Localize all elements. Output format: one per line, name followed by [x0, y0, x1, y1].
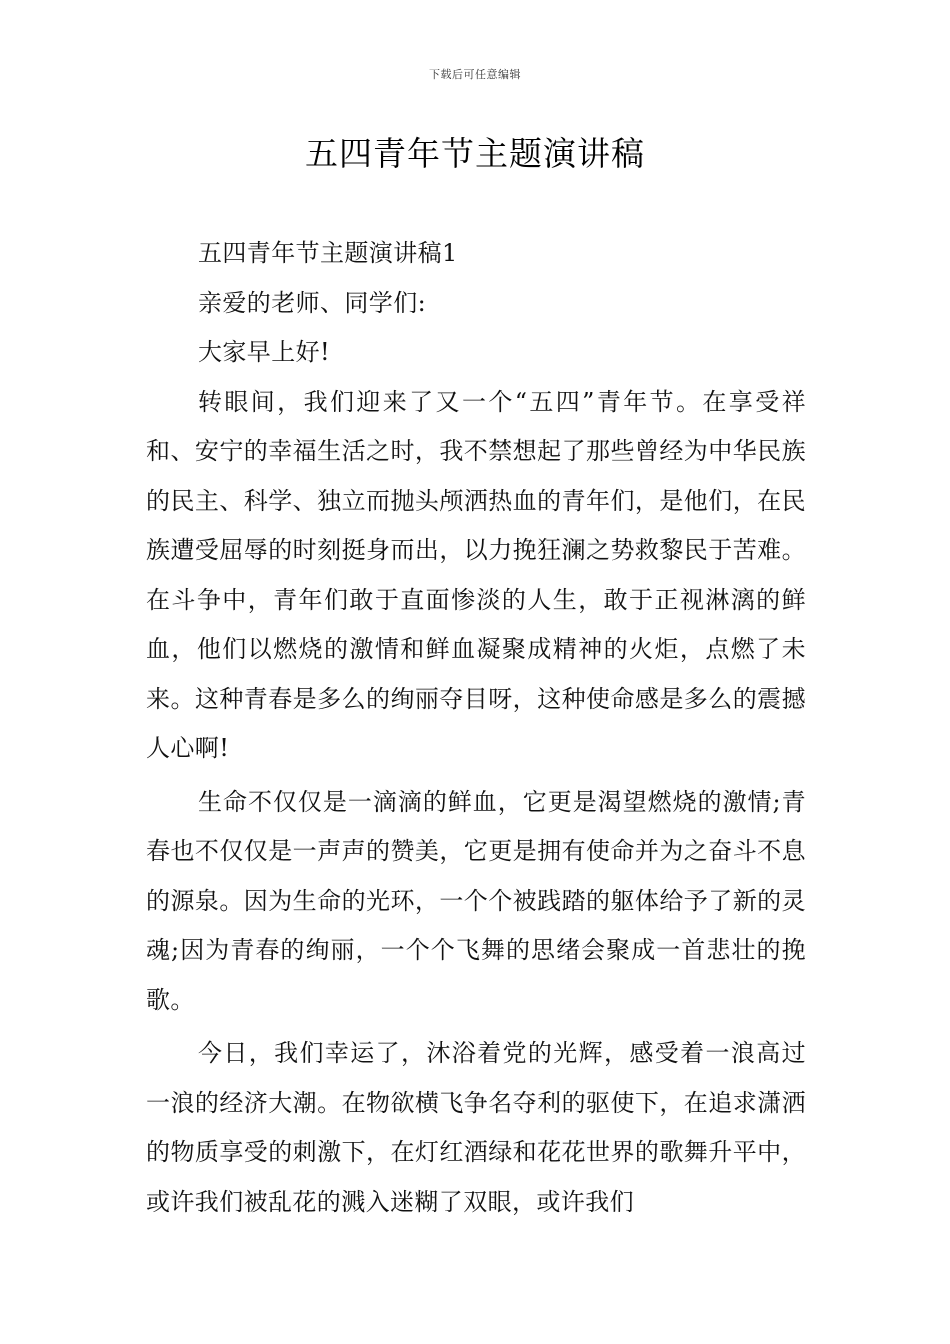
paragraph-body: 转眼间，我们迎来了又一个“五四”青年节。在享受祥和、安宁的幸福生活之时，我不禁想起了那些曾经为中华民族的民主、科学、独立而抛头颅洒热血的青年们，是他们，在民族遭受屈辱的时刻挺身而出，以力挽狂澜之势救黎民于苦难。在斗争中，青年们敢于直面惨淡的人生，敢于正视淋漓的鲜血，他们以燃烧的激情和鲜血凝聚成精神的火炬，点燃了未来。这种青春是多么的绚丽夺目呀，这种使命感是多么的震撼人心啊!	[146, 387, 806, 762]
header-note: 下载后可任意编辑	[429, 68, 521, 81]
document-title: 五四青年节主题演讲稿	[305, 134, 645, 173]
paragraph-salutation: 亲爱的老师、同学们:	[198, 288, 427, 317]
paragraph-greeting: 大家早上好!	[198, 338, 331, 366]
document-body	[146, 229, 806, 1227]
paragraph-body: 生命不仅仅是一滴滴的鲜血，它更是渴望燃烧的激情;青春也不仅仅是一声声的赞美，它更是拥有使命并为之奋斗不息的源泉。因为生命的光环，一个个被践踏的躯体给予了新的灵魂;因为青春的绚丽，一个个飞舞的思绪会聚成一首悲壮的挽歌。	[146, 787, 806, 1014]
paragraph-body: 今日，我们幸运了，沐浴着党的光辉，感受着一浪高过一浪的经济大潮。在物欲横飞争名夺利的驱使下，在追求潇洒的物质享受的刺激下，在灯红酒绿和花花世界的歌舞升平中，或许我们被乱花的溅入迷糊了双眼，或许我们	[146, 1039, 806, 1216]
paragraph-subtitle: 五四青年节主题演讲稿1	[198, 239, 458, 267]
